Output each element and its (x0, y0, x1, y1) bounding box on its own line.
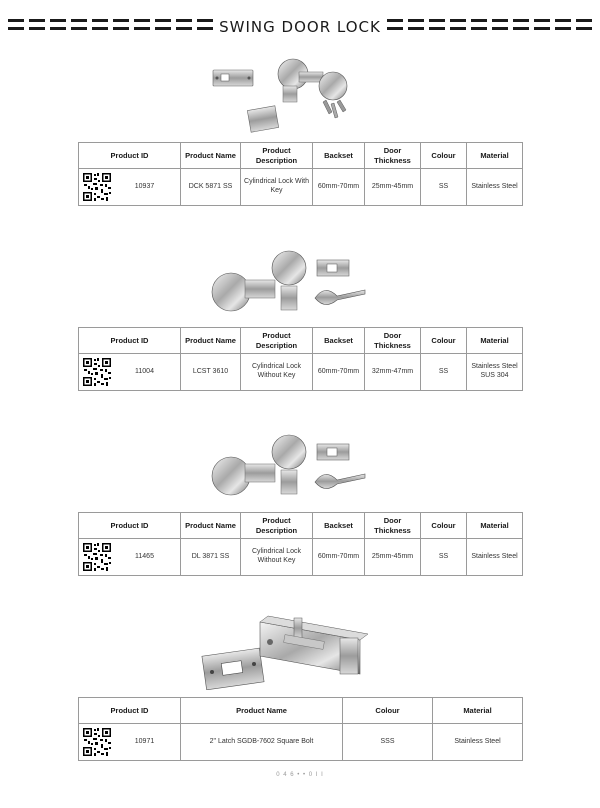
qr-code-icon[interactable] (82, 727, 112, 757)
product-name: DL 3871 SS (181, 539, 241, 576)
table-row (79, 724, 523, 761)
backset: 60mm-70mm (313, 354, 365, 391)
product-name: 2" Latch SGDB-7602 Square Bolt (181, 724, 343, 761)
column-header: Product Name (181, 143, 241, 169)
cylindrical-lock-with-key-icon (205, 52, 365, 137)
column-header: Colour (421, 328, 467, 354)
column-header: Product Description (241, 328, 313, 354)
column-header: Product ID (79, 143, 181, 169)
backset: 60mm-70mm (313, 539, 365, 576)
column-header: Material (467, 143, 523, 169)
door-thickness: 25mm-45mm (365, 539, 421, 576)
product-table (78, 327, 523, 391)
column-header: Product Description (241, 513, 313, 539)
table-header-row (79, 143, 523, 169)
material: Stainless Steel (467, 539, 523, 576)
table-header-row (79, 698, 523, 724)
header-dash-left-top (8, 19, 213, 22)
colour: SS (421, 169, 467, 206)
column-header: Material (467, 513, 523, 539)
column-header: Product Name (181, 328, 241, 354)
qr-code-icon[interactable] (82, 172, 112, 202)
product-description: Cylindrical Lock Without Key (241, 539, 313, 576)
column-header: Door Thickness (365, 328, 421, 354)
product-id-cell (79, 539, 181, 576)
page-header (0, 14, 600, 44)
product-table (78, 142, 523, 206)
cylindrical-lock-without-key-icon (205, 246, 375, 321)
material: Stainless Steel SUS 304 (467, 354, 523, 391)
column-header: Backset (313, 143, 365, 169)
header-dash-right-top (387, 19, 592, 22)
column-header: Door Thickness (365, 513, 421, 539)
product-name: DCK 5871 SS (181, 169, 241, 206)
column-header: Colour (421, 143, 467, 169)
table-row (79, 354, 523, 391)
table-row (79, 539, 523, 576)
product-table (78, 512, 523, 576)
column-header: Product Name (181, 513, 241, 539)
header-dash-left-bottom (8, 27, 213, 30)
column-header: Door Thickness (365, 143, 421, 169)
product-description: Cylindrical Lock Without Key (241, 354, 313, 391)
product-id: 11465 (135, 552, 154, 560)
product-description: Cylindrical Lock With Key (241, 169, 313, 206)
product-id-cell (79, 354, 181, 391)
qr-code-icon[interactable] (82, 542, 112, 572)
column-header: Material (467, 328, 523, 354)
qr-code-icon[interactable] (82, 357, 112, 387)
column-header: Colour (421, 513, 467, 539)
product-name: LCST 3610 (181, 354, 241, 391)
column-header: Product ID (79, 328, 181, 354)
square-bolt-latch-icon (200, 608, 375, 690)
page-title: SWING DOOR LOCK (219, 18, 381, 36)
product-id: 10971 (134, 737, 155, 745)
table-row (79, 169, 523, 206)
header-dash-right-bottom (387, 27, 592, 30)
product-id-cell (79, 724, 181, 761)
column-header: Material (433, 698, 523, 724)
door-thickness: 25mm-45mm (365, 169, 421, 206)
column-header: Product Name (181, 698, 343, 724)
cylindrical-lock-without-key-icon (205, 430, 375, 505)
product-table (78, 697, 523, 761)
backset: 60mm-70mm (313, 169, 365, 206)
column-header: Product Description (241, 143, 313, 169)
table-header-row (79, 513, 523, 539)
door-thickness: 32mm-47mm (365, 354, 421, 391)
colour: SS (421, 354, 467, 391)
column-header: Colour (343, 698, 433, 724)
column-header: Backset (313, 513, 365, 539)
material: Stainless Steel (433, 724, 523, 761)
page-footer: 0 4 6 • • 0 I I (276, 772, 324, 778)
column-header: Product ID (79, 513, 181, 539)
column-header: Product ID (79, 698, 181, 724)
product-id: 11004 (135, 367, 154, 375)
product-id: 10937 (134, 182, 155, 190)
product-id-cell (79, 169, 181, 206)
colour: SSS (343, 724, 433, 761)
table-header-row (79, 328, 523, 354)
column-header: Backset (313, 328, 365, 354)
material: Stainless Steel (467, 169, 523, 206)
colour: SS (421, 539, 467, 576)
